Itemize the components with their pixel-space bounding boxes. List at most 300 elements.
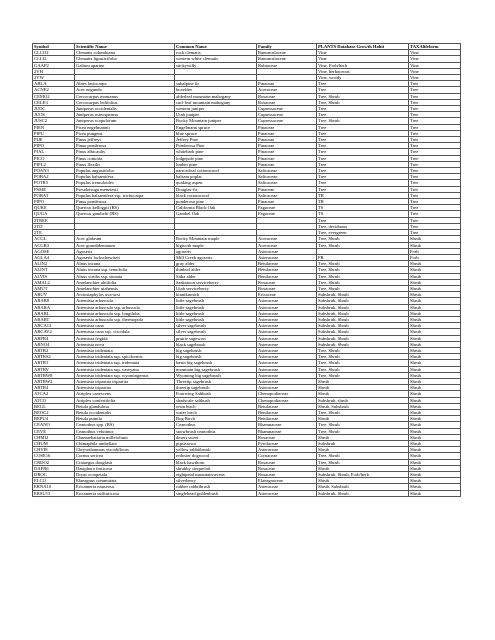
cell-family: Rhamnaceae — [257, 428, 317, 434]
cell-growth-habit: Tree, Shrub — [317, 267, 409, 273]
cell-growth-habit: Tree, Shrub — [317, 279, 409, 285]
cell-taxa-lifeform: Shrub — [409, 285, 461, 291]
cell-family: Rosaceae — [257, 99, 317, 105]
cell-growth-habit: Tree — [317, 81, 409, 87]
cell-common-name: narrowleaf cottonwood — [175, 168, 257, 174]
cell-family: Pinaceae — [257, 81, 317, 87]
cell-scientific-name: Agoseris — [75, 248, 175, 254]
cell-growth-habit: Shrub — [317, 447, 409, 453]
cell-taxa-lifeform: Shrub — [409, 428, 461, 434]
cell-common-name: western white clematis — [175, 56, 257, 62]
cell-taxa-lifeform: Shrub — [409, 279, 461, 285]
cell-family: Betulaceae — [257, 409, 317, 415]
cell-scientific-name: Quercus gambelii (BS) — [75, 211, 175, 217]
cell-symbol: AGLA4 — [33, 254, 75, 260]
cell-growth-habit: Tree — [317, 217, 409, 223]
cell-growth-habit: Vine — [317, 50, 409, 56]
cell-growth-habit: Tree — [317, 180, 409, 186]
cell-family: Asteraceae — [257, 360, 317, 366]
cell-scientific-name: Pinus contorta — [75, 155, 175, 161]
cell-common-name: redosier dogwood — [175, 453, 257, 459]
cell-scientific-name: Clematis ligusticifolia — [75, 56, 175, 62]
cell-growth-habit: Tree, Shrub — [317, 428, 409, 434]
cell-scientific-name: Artemisia arbuscula ssp. longiloba — [75, 310, 175, 316]
cell-growth-habit: Subshrub, Shrub — [317, 323, 409, 329]
cell-taxa-lifeform: Shrub — [409, 347, 461, 353]
cell-scientific-name: Acer grandidentatum — [75, 242, 175, 248]
cell-symbol: ARUV — [33, 292, 75, 298]
cell-common-name: rubber rabbitbrush — [175, 484, 257, 490]
cell-symbol: ERNA10 — [33, 484, 75, 490]
cell-taxa-lifeform: Shrub — [409, 490, 461, 496]
cell-taxa-lifeform: Forb — [409, 248, 461, 254]
cell-common-name: Rocky Mountain juniper — [175, 118, 257, 124]
cell-scientific-name: Artemisia frigida — [75, 335, 175, 341]
cell-scientific-name: Atriplex confertifolia — [75, 397, 175, 403]
cell-symbol: ALINT — [33, 267, 75, 273]
cell-common-name: Threetip sagebrush — [175, 378, 257, 384]
cell-common-name: Fourwing Saltbush — [175, 391, 257, 397]
cell-scientific-name: Pinus ponderosa — [75, 143, 175, 149]
cell-common-name: Utah juniper — [175, 112, 257, 118]
cell-growth-habit: Tree, Shrub — [317, 347, 409, 353]
cell-family: Cupressaceae — [257, 112, 317, 118]
cell-family: Cupressaceae — [257, 106, 317, 112]
cell-scientific-name: Cercocarpus ledifolius — [75, 99, 175, 105]
cell-family: Aceraceae — [257, 87, 317, 93]
header-family: Family — [257, 44, 317, 50]
cell-symbol: PIPU — [33, 130, 75, 136]
cell-family: Aceraceae — [257, 236, 317, 242]
cell-taxa-lifeform: Shrub — [409, 298, 461, 304]
cell-growth-habit: Tree, Shrub — [317, 354, 409, 360]
cell-growth-habit: Shrub — [317, 391, 409, 397]
cell-scientific-name: Juniperus occidentalis — [75, 106, 175, 112]
cell-symbol: ARTR4 — [33, 385, 75, 391]
cell-scientific-name: Acer negundo — [75, 87, 175, 93]
cell-taxa-lifeform: Tree — [409, 149, 461, 155]
cell-taxa-lifeform: Tree — [409, 124, 461, 130]
cell-family: Asteraceae — [257, 316, 317, 322]
cell-family: Rubiaceae — [257, 62, 317, 68]
cell-taxa-lifeform: Shrub — [409, 310, 461, 316]
cell-taxa-lifeform: Tree — [409, 130, 461, 136]
cell-scientific-name: Populus balsamifera — [75, 174, 175, 180]
cell-scientific-name: Abies lasiocarpa — [75, 81, 175, 87]
cell-taxa-lifeform: Shrub — [409, 236, 461, 242]
cell-family: Pinaceae — [257, 186, 317, 192]
cell-symbol: ARAR8 — [33, 298, 75, 304]
cell-family: Asteraceae — [257, 329, 317, 335]
cell-growth-habit: TS — [317, 211, 409, 217]
cell-common-name: kinnikinnick — [175, 292, 257, 298]
cell-growth-habit: Subshrub, Shrub — [317, 490, 409, 496]
cell-symbol: PIJE — [33, 137, 75, 143]
cell-growth-habit: Tree — [317, 124, 409, 130]
cell-common-name: basin big sagebrush — [175, 360, 257, 366]
cell-common-name: western juniper — [175, 106, 257, 112]
cell-family: Asteraceae — [257, 304, 317, 310]
cell-family: Rosaceae — [257, 472, 317, 478]
cell-symbol: DAFR6 — [33, 465, 75, 471]
cell-taxa-lifeform: Tree — [409, 143, 461, 149]
cell-common-name: black sagebrush — [175, 341, 257, 347]
cell-family: Betulaceae — [257, 403, 317, 409]
cell-symbol: BEGL — [33, 403, 75, 409]
cell-family: Rhamnaceae — [257, 422, 317, 428]
cell-taxa-lifeform: Shrub — [409, 409, 461, 415]
cell-symbol: PICO — [33, 155, 75, 161]
cell-symbol: ARARL — [33, 310, 75, 316]
cell-common-name: threetip sagebrush — [175, 385, 257, 391]
cell-taxa-lifeform: Shrub — [409, 397, 461, 403]
cell-symbol: ARFR4 — [33, 335, 75, 341]
cell-common-name: shrubby cinquefoil — [175, 465, 257, 471]
cell-growth-habit: Shrub, Subshrub — [317, 403, 409, 409]
cell-taxa-lifeform: Tree — [409, 186, 461, 192]
cell-family: Ericaceae — [257, 292, 317, 298]
cell-scientific-name: Alnus incana — [75, 261, 175, 267]
cell-symbol: PIAL — [33, 149, 75, 155]
cell-taxa-lifeform: Shrub — [409, 378, 461, 384]
cell-taxa-lifeform: Tree — [409, 192, 461, 198]
cell-growth-habit: Shrub — [317, 478, 409, 484]
cell-scientific-name: Atriplex canescens — [75, 391, 175, 397]
cell-symbol: ARTRW8 — [33, 372, 75, 378]
cell-family: Fagaceae — [257, 211, 317, 217]
cell-symbol: JUOS — [33, 112, 75, 118]
cell-common-name: agoseris — [175, 248, 257, 254]
cell-growth-habit: Tree, Shrub — [317, 459, 409, 465]
cell-scientific-name: Acer glabrum — [75, 236, 175, 242]
cell-symbol: ARARA — [33, 304, 75, 310]
cell-common-name: prairie sagewort — [175, 335, 257, 341]
cell-common-name: Utah serviceberry — [175, 285, 257, 291]
cell-common-name: Sitka alder — [175, 273, 257, 279]
cell-symbol: CHMI2 — [33, 434, 75, 440]
cell-family: Elaeagnaceae — [257, 478, 317, 484]
cell-scientific-name: Amelanchier alnifolia — [75, 279, 175, 285]
cell-family: Ranunculaceae — [257, 50, 317, 56]
cell-family: Chenopodiaceae — [257, 391, 317, 397]
cell-symbol: PIFL2 — [33, 161, 75, 167]
cell-family: Rosaceae — [257, 93, 317, 99]
cell-common-name: mountain big sagebrush — [175, 366, 257, 372]
cell-taxa-lifeform: Shrub — [409, 484, 461, 490]
cell-family: Asteraceae — [257, 254, 317, 260]
cell-common-name: shadscale saltbush — [175, 397, 257, 403]
cell-scientific-name: Cornus sericea — [75, 453, 175, 459]
cell-scientific-name: Artemisia cana — [75, 323, 175, 329]
cell-symbol: ABLA — [33, 81, 75, 87]
cell-symbol: ARTR2 — [33, 347, 75, 353]
cell-taxa-lifeform: Shrub — [409, 416, 461, 422]
cell-common-name: eightpetal mountain-avens — [175, 472, 257, 478]
cell-symbol: 2VW — [33, 75, 75, 81]
cell-taxa-lifeform: Vine — [409, 75, 461, 81]
cell-common-name: water birch — [175, 409, 257, 415]
cell-growth-habit: Tree, Shrub — [317, 93, 409, 99]
cell-family: Rosaceae — [257, 434, 317, 440]
cell-common-name: bigtooth maple — [175, 242, 257, 248]
cell-common-name: Mill Creek agoseris — [175, 254, 257, 260]
cell-family: Salicaceae — [257, 180, 317, 186]
cell-family: Asteraceae — [257, 248, 317, 254]
cell-family: Asteraceae — [257, 378, 317, 384]
cell-growth-habit: Shrub — [317, 416, 409, 422]
cell-common-name: thinleaf alder — [175, 267, 257, 273]
cell-scientific-name: Galium aparine — [75, 62, 175, 68]
cell-family: Rosaceae — [257, 465, 317, 471]
cell-scientific-name: Ceanothus spp. (BS) — [75, 422, 175, 428]
cell-family: Pinaceae — [257, 149, 317, 155]
cell-common-name: silver sagebrush — [175, 323, 257, 329]
cell-common-name: Ceanothus — [175, 422, 257, 428]
cell-growth-habit: Tree, Shrub — [317, 409, 409, 415]
cell-scientific-name: Amelanchier utahensis — [75, 285, 175, 291]
cell-common-name: silverberry — [175, 478, 257, 484]
cell-taxa-lifeform: Shrub — [409, 323, 461, 329]
header-taxa-lifeform: TAXAlifeform — [409, 44, 461, 50]
cell-family: Pinaceae — [257, 130, 317, 136]
cell-taxa-lifeform: Shrub — [409, 472, 461, 478]
cell-scientific-name: Betula occidentalis — [75, 409, 175, 415]
cell-common-name: little sagebrush — [175, 304, 257, 310]
cell-scientific-name: Artemisia arbuscula — [75, 298, 175, 304]
cell-scientific-name: Artemisia tripartita tripartita — [75, 378, 175, 384]
cell-taxa-lifeform: Shrub — [409, 273, 461, 279]
cell-symbol: BEPU4 — [33, 416, 75, 422]
cell-scientific-name: Artemisia tridentata ssp. vaseyana — [75, 366, 175, 372]
cell-symbol: ALIN2 — [33, 261, 75, 267]
cell-symbol: JUSC2 — [33, 118, 75, 124]
cell-family: Ranunculaceae — [257, 56, 317, 62]
cell-taxa-lifeform: Vine — [409, 68, 461, 74]
cell-symbol: PIPO — [33, 143, 75, 149]
cell-taxa-lifeform: Tree — [409, 99, 461, 105]
cell-growth-habit: Tree, Shrub — [317, 261, 409, 267]
cell-scientific-name: Populus angustifolia — [75, 168, 175, 174]
header-common-name: Common Name — [175, 44, 257, 50]
cell-symbol: ELCO — [33, 478, 75, 484]
cell-common-name: black hawthorn — [175, 459, 257, 465]
cell-scientific-name: Alnus viridis ssp. sinuata — [75, 273, 175, 279]
cell-growth-habit: Tree, Shrub — [317, 285, 409, 291]
cell-growth-habit: Tree — [317, 161, 409, 167]
cell-taxa-lifeform: Tree — [409, 93, 461, 99]
cell-symbol: CEVE — [33, 428, 75, 434]
cell-growth-habit: Tree — [317, 186, 409, 192]
cell-growth-habit: Subshrub, shrub — [317, 397, 409, 403]
cell-family: Pinaceae — [257, 199, 317, 205]
cell-scientific-name: Artemisia cana ssp. viscidula — [75, 329, 175, 335]
cell-growth-habit: Tree, Shrub — [317, 372, 409, 378]
cell-taxa-lifeform: Shrub — [409, 329, 461, 335]
cell-symbol: ARCA13 — [33, 323, 75, 329]
cell-symbol: ARNO4 — [33, 341, 75, 347]
cell-scientific-name: Artemisia tripartita — [75, 385, 175, 391]
cell-family: Rosaceae — [257, 459, 317, 465]
cell-taxa-lifeform: Shrub — [409, 372, 461, 378]
cell-growth-habit: Tree, deciduous — [317, 223, 409, 229]
cell-taxa-lifeform: Shrub — [409, 403, 461, 409]
cell-taxa-lifeform: Forb — [409, 254, 461, 260]
cell-growth-habit: Shrub, Subshrub — [317, 484, 409, 490]
cell-common-name: singlehead goldenbush — [175, 490, 257, 496]
cell-scientific-name: Pseudotsuga menziesii — [75, 186, 175, 192]
cell-common-name: yellow rabbitbrush — [175, 447, 257, 453]
cell-symbol: ATCA2 — [33, 391, 75, 397]
cell-growth-habit: Tree — [317, 174, 409, 180]
cell-family: Pinaceae — [257, 124, 317, 130]
cell-family: Asteraceae — [257, 447, 317, 453]
plant-species-table — [32, 43, 461, 497]
cell-growth-habit: Subshrub, Shrub — [317, 335, 409, 341]
cell-growth-habit: Vine, herbaceous — [317, 68, 409, 74]
cell-common-name: gray alder — [175, 261, 257, 267]
cell-taxa-lifeform: Tree — [409, 199, 461, 205]
table-body — [33, 50, 461, 497]
cell-symbol: ATCO — [33, 397, 75, 403]
cell-scientific-name: Populus tremuloides — [75, 180, 175, 186]
cell-scientific-name: Betula pumila — [75, 416, 175, 422]
cell-symbol: CHUM — [33, 441, 75, 447]
cell-family: Betulaceae — [257, 273, 317, 279]
cell-growth-habit: Tree — [317, 106, 409, 112]
cell-scientific-name: Picea pungens — [75, 130, 175, 136]
cell-symbol: POTR5 — [33, 180, 75, 186]
cell-symbol: PIEN — [33, 124, 75, 130]
cell-family: Salicaceae — [257, 192, 317, 198]
cell-symbol: CELE3 — [33, 99, 75, 105]
cell-common-name: Saskatoon serviceberry — [175, 279, 257, 285]
cell-growth-habit: TR — [317, 192, 409, 198]
cell-family: Fagaceae — [257, 205, 317, 211]
cell-scientific-name: Clematis columbiana — [75, 50, 175, 56]
cell-common-name: Ponderosa Pine — [175, 143, 257, 149]
cell-scientific-name: Populus balsamifera ssp. trichocarpa — [75, 192, 175, 198]
cell-growth-habit: Vine — [317, 56, 409, 62]
cell-taxa-lifeform: Shrub — [409, 360, 461, 366]
cell-growth-habit: Shrub — [317, 378, 409, 384]
cell-common-name: little sagebrush — [175, 298, 257, 304]
cell-family: Aceraceae — [257, 242, 317, 248]
cell-common-name: silver sagebrush — [175, 329, 257, 335]
cell-taxa-lifeform: Tree — [409, 217, 461, 223]
cell-scientific-name: Cercocarpus montanus — [75, 93, 175, 99]
cell-common-name: blue spruce — [175, 130, 257, 136]
cell-taxa-lifeform: Tree — [409, 205, 461, 211]
cell-scientific-name: Artemisia tridentata ssp. tridentata — [75, 360, 175, 366]
cell-taxa-lifeform: Tree — [409, 174, 461, 180]
cell-symbol: POBA2 — [33, 174, 75, 180]
cell-common-name: Jeffrey Pine — [175, 137, 257, 143]
cell-common-name: California Black Oak — [175, 205, 257, 211]
cell-taxa-lifeform: Tree — [409, 118, 461, 124]
cell-family: Asteraceae — [257, 385, 317, 391]
cell-common-name: little sagebrush — [175, 316, 257, 322]
cell-symbol: CEANO — [33, 422, 75, 428]
cell-growth-habit: Tree — [317, 130, 409, 136]
cell-family: Pinaceae — [257, 155, 317, 161]
cell-taxa-lifeform: Shrub — [409, 341, 461, 347]
cell-symbol: QUGA — [33, 211, 75, 217]
cell-symbol: 2TREE — [33, 217, 75, 223]
cell-growth-habit: Tree — [317, 168, 409, 174]
cell-growth-habit: Subshrub, Shrub, Forb/herb — [317, 472, 409, 478]
cell-growth-habit: Tree, Shrub — [317, 236, 409, 242]
cell-family: Pinaceae — [257, 137, 317, 143]
cell-family: Rosaceae — [257, 285, 317, 291]
cell-symbol: ERSU13 — [33, 490, 75, 496]
cell-family: Asteraceae — [257, 366, 317, 372]
cell-symbol: ACGR3 — [33, 242, 75, 248]
cell-common-name: rock clematis — [175, 50, 257, 56]
cell-common-name: lodgepole pine — [175, 155, 257, 161]
cell-family: Pyrolaceae — [257, 441, 317, 447]
cell-scientific-name: Artemisia nova — [75, 341, 175, 347]
cell-taxa-lifeform: Shrub — [409, 335, 461, 341]
cell-taxa-lifeform: Shrub — [409, 304, 461, 310]
cell-symbol: CLLI2 — [33, 56, 75, 62]
cell-symbol: ARTRS2 — [33, 354, 75, 360]
cell-growth-habit: Tree, Shrub — [317, 99, 409, 105]
cell-scientific-name: Juniperus osteosperma — [75, 112, 175, 118]
cell-common-name: black cottonwood — [175, 192, 257, 198]
cell-symbol: PSME — [33, 186, 75, 192]
cell-common-name: subalpine fir — [175, 81, 257, 87]
cell-family: Betulaceae — [257, 267, 317, 273]
cell-scientific-name: Arctostaphylos uva-ursi — [75, 292, 175, 298]
cell-common-name: boxelder — [175, 87, 257, 93]
cell-growth-habit: Tree, Shrub — [317, 366, 409, 372]
cell-growth-habit: Tree — [317, 137, 409, 143]
cell-scientific-name: Ceanothus velutinus — [75, 428, 175, 434]
cell-symbol: ARCAV2 — [33, 329, 75, 335]
cell-symbol: 2TD — [33, 223, 75, 229]
cell-family: Betulaceae — [257, 416, 317, 422]
cell-growth-habit: Shrub — [317, 465, 409, 471]
cell-growth-habit: FB — [317, 254, 409, 260]
cell-scientific-name: Chimaphila umbellata — [75, 441, 175, 447]
cell-common-name: big sagebrush — [175, 347, 257, 353]
cell-symbol: 2VH — [33, 68, 75, 74]
cell-scientific-name: Pinus ponderosa — [75, 199, 175, 205]
cell-scientific-name: Artemisia tridentata ssp. spiciformis — [75, 354, 175, 360]
cell-family: Chenopodiaceae — [257, 397, 317, 403]
cell-family: Asteraceae — [257, 310, 317, 316]
cell-symbol: CEMO2 — [33, 93, 75, 99]
cell-symbol: ARTRW2 — [33, 378, 75, 384]
cell-growth-habit: Shrub — [317, 385, 409, 391]
cell-common-name: quaking aspen — [175, 180, 257, 186]
cell-scientific-name: Pinus flexilis — [75, 161, 175, 167]
cell-scientific-name: Chamaebatiaria millefolium — [75, 434, 175, 440]
cell-taxa-lifeform: Shrub — [409, 385, 461, 391]
cell-taxa-lifeform: Shrub — [409, 292, 461, 298]
cell-symbol: ARTRT — [33, 360, 75, 366]
cell-symbol: DROC — [33, 472, 75, 478]
cell-taxa-lifeform: Tree — [409, 168, 461, 174]
cell-growth-habit: Subshrub — [317, 441, 409, 447]
cell-common-name: Bog Birch — [175, 416, 257, 422]
cell-common-name: Gambel Oak — [175, 211, 257, 217]
cell-common-name: balsam poplar — [175, 174, 257, 180]
cell-taxa-lifeform: Shrub — [409, 391, 461, 397]
header-growth-habit: PLANTS Database Growth Habit — [317, 44, 409, 50]
cell-common-name: pipsissewa — [175, 441, 257, 447]
cell-scientific-name: Artemisia arbuscula ssp. thermopola — [75, 316, 175, 322]
